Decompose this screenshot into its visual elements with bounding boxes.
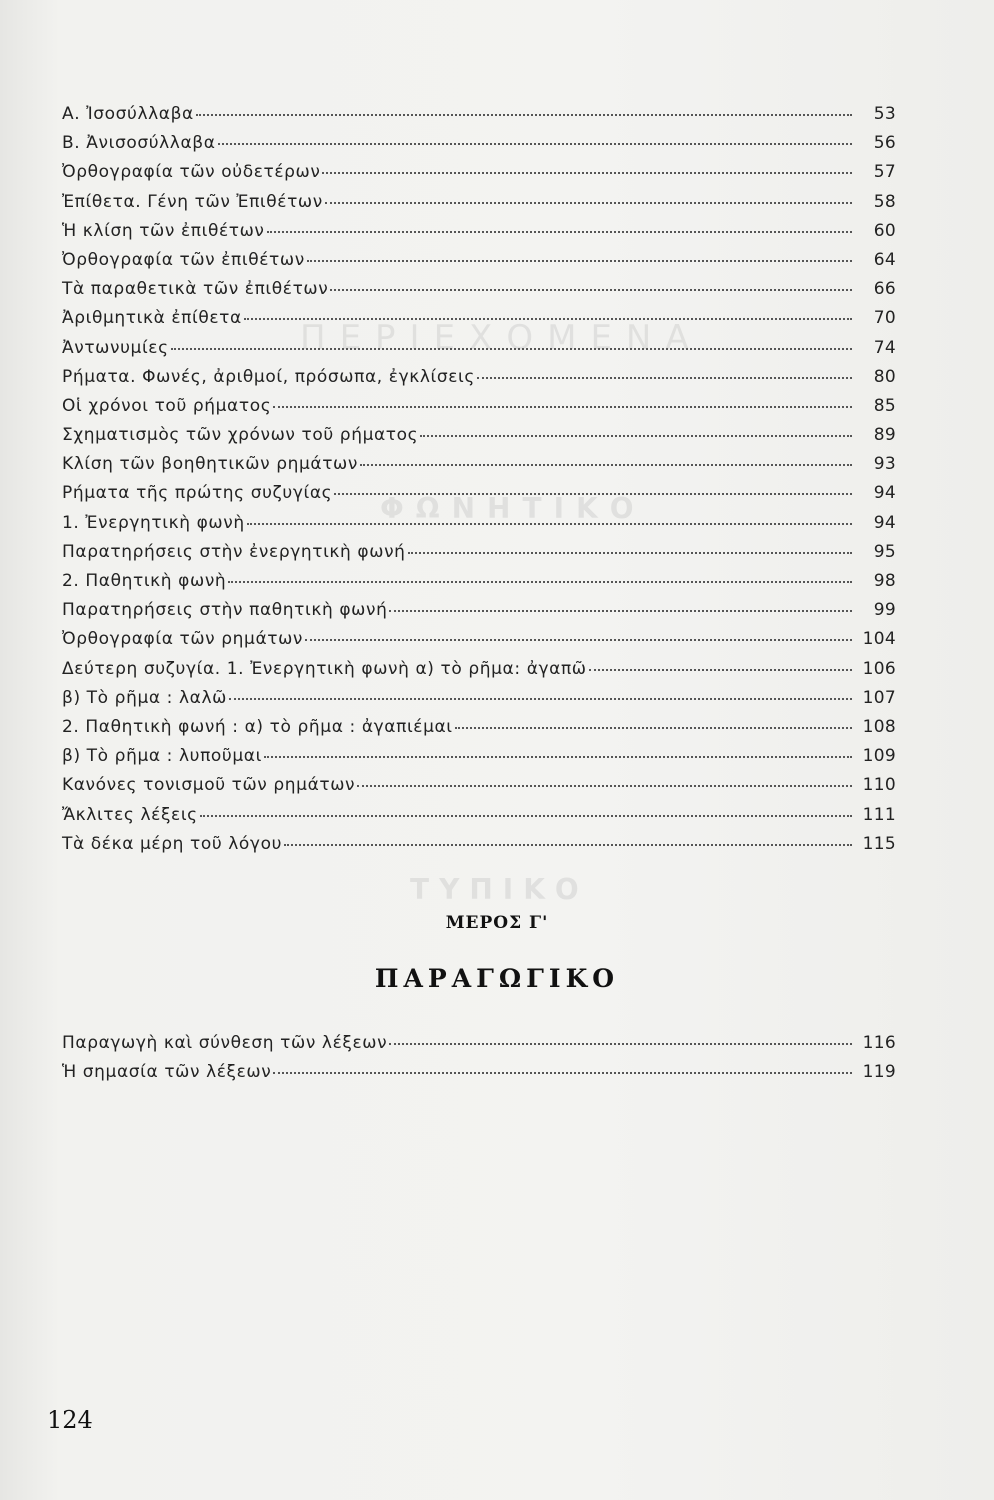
toc-entry-title: 2. Παθητικὴ φωνὴ	[62, 571, 227, 591]
toc-entry[interactable]	[62, 483, 896, 512]
toc-entry[interactable]	[62, 425, 896, 454]
toc-entry-page: 116	[862, 1033, 896, 1053]
toc-entry[interactable]	[62, 367, 896, 396]
dot-leader	[389, 1043, 852, 1045]
toc-entry[interactable]	[62, 600, 896, 629]
dot-leader	[247, 523, 852, 525]
toc-entry-page: 99	[873, 600, 896, 621]
toc-entry-page: 60	[873, 220, 896, 241]
toc-entry[interactable]	[62, 775, 896, 804]
toc-entry-title: Σχηματισμὸς τῶν χρόνων τοῦ ρήματος	[62, 425, 419, 446]
part-title: ΠΑΡΑΓΩΓΙΚΟ	[374, 964, 620, 993]
toc-entry[interactable]	[62, 746, 896, 775]
toc-entry-title: Ἡ κλίση τῶν ἐπιθέτων	[62, 220, 265, 241]
dot-leader	[325, 202, 852, 204]
toc-entry[interactable]	[62, 805, 896, 834]
toc-entry-title: Κανόνες τονισμοῦ τῶν ρημάτων	[62, 775, 356, 796]
dot-leader	[273, 406, 852, 408]
toc-entry[interactable]	[62, 104, 896, 133]
dot-leader	[305, 639, 852, 641]
toc-entry[interactable]	[62, 250, 896, 279]
dot-leader	[477, 377, 852, 379]
dot-leader	[589, 669, 852, 671]
dot-leader	[322, 172, 852, 174]
toc-entry[interactable]	[62, 659, 896, 688]
dot-leader	[334, 493, 852, 495]
toc-entry[interactable]	[62, 192, 896, 221]
bleed-through-decoration: ΠΕΡΙΕΧΟΜΕΝΑ	[300, 318, 703, 358]
toc-entry[interactable]	[62, 279, 896, 308]
toc-entry[interactable]	[62, 542, 896, 571]
toc-entry-title: Δεύτερη συζυγία. 1. Ἐνεργητικὴ φωνὴ α) τὸ ρῆμα: ἀγαπῶ	[62, 658, 587, 679]
toc-entry-title: Ἀριθμητικὰ ἐπίθετα	[62, 308, 242, 329]
toc-entry-page: 108	[862, 716, 896, 737]
dot-leader	[200, 815, 852, 817]
toc-main-list	[62, 104, 896, 863]
toc-entry-title: Κλίση τῶν βοηθητικῶν ρημάτων	[62, 454, 358, 475]
toc-entry-title: 1. Ἐνεργητικὴ φωνὴ	[62, 512, 245, 533]
toc-entry-page: 106	[862, 658, 896, 679]
page-number: 124	[47, 1406, 93, 1434]
dot-leader	[264, 756, 852, 758]
dot-leader	[267, 231, 853, 233]
dot-leader	[389, 610, 852, 612]
toc-entry-page: 53	[873, 104, 896, 124]
toc-entry-page: 89	[873, 425, 896, 446]
toc-entry-title: Β. Ἀνισοσύλλαβα	[62, 133, 216, 154]
toc-entry-title: Ὀρθογραφία τῶν οὐδετέρων	[62, 162, 321, 183]
dot-leader	[273, 1072, 852, 1074]
dot-leader	[196, 114, 852, 116]
toc-entry[interactable]	[62, 513, 896, 542]
toc-entry-page: 57	[873, 162, 896, 183]
toc-entry[interactable]	[62, 221, 896, 250]
toc-entry-title: 2. Παθητικὴ φωνή : α) τὸ ρῆμα : ἀγαπιέμαι	[62, 716, 453, 737]
dot-leader	[228, 581, 852, 583]
toc-entry-page: 58	[873, 191, 896, 212]
toc-entry-title: Ρήματα τῆς πρώτης συζυγίας	[62, 483, 333, 504]
toc-entry[interactable]	[62, 454, 896, 483]
dot-leader	[408, 552, 852, 554]
toc-entry-page: 56	[873, 133, 896, 154]
toc-entry[interactable]	[62, 338, 896, 367]
toc-entry-page: 74	[873, 337, 896, 358]
toc-entry[interactable]	[62, 162, 896, 191]
toc-entry-title: Α. Ἰσοσύλλαβα	[62, 104, 194, 124]
toc-entry-page: 110	[862, 775, 896, 796]
toc-entry-title: β) Τὸ ρῆμα : λυποῦμαι	[62, 746, 262, 767]
toc-entry-page: 115	[862, 833, 896, 854]
dot-leader	[360, 464, 852, 466]
toc-entry-page: 119	[862, 1062, 896, 1083]
toc-entry-title: Τὰ παραθετικὰ τῶν ἐπιθέτων	[62, 279, 329, 300]
toc-entry-page: 64	[873, 249, 896, 270]
toc-entry[interactable]	[62, 396, 896, 425]
bleed-through-decoration: ΦΩΝΗΤΙΚΟ	[380, 492, 646, 525]
toc-entry-page: 85	[873, 395, 896, 416]
toc-entry-title: Οἱ χρόνοι τοῦ ρήματος	[62, 395, 272, 416]
toc-entry-title: Ρήματα. Φωνές, ἀριθμοί, πρόσωπα, ἐγκλίσεις	[62, 366, 475, 387]
toc-entry-title: Παραγωγὴ καὶ σύνθεση τῶν λέξεων	[62, 1033, 388, 1053]
dot-leader	[420, 435, 852, 437]
toc-entry[interactable]	[62, 717, 896, 746]
toc-entry-title: Παρατηρήσεις στὴν παθητικὴ φωνή	[62, 600, 388, 621]
toc-entry-page: 70	[873, 308, 896, 329]
toc-entry-page: 80	[873, 366, 896, 387]
dot-leader	[171, 348, 852, 350]
toc-entry[interactable]	[62, 629, 896, 658]
toc-entry[interactable]	[62, 571, 896, 600]
toc-entry-page: 107	[862, 687, 896, 708]
toc-entry-page: 66	[873, 279, 896, 300]
dot-leader	[284, 844, 852, 846]
toc-entry-title: Ὀρθογραφία τῶν ἐπιθέτων	[62, 249, 305, 270]
toc-second-list	[62, 1033, 896, 1091]
toc-entry[interactable]	[62, 688, 896, 717]
toc-entry[interactable]	[62, 133, 896, 162]
dot-leader	[307, 260, 852, 262]
part-label: ΜΕΡΟΣ Γ'	[445, 913, 549, 933]
toc-entry-title: β) Τὸ ρῆμα : λαλῶ	[62, 687, 227, 708]
toc-entry[interactable]	[62, 1062, 896, 1091]
toc-entry-page: 104	[862, 629, 896, 650]
bleed-through-decoration: ΤΥΠΙΚΟ	[410, 873, 589, 906]
dot-leader	[244, 318, 852, 320]
toc-entry-title: Ἀντωνυμίες	[62, 337, 169, 358]
toc-entry-page: 94	[873, 512, 896, 533]
toc-entry[interactable]	[62, 308, 896, 337]
toc-entry[interactable]	[62, 834, 896, 863]
dot-leader	[229, 698, 852, 700]
dot-leader	[357, 785, 852, 787]
toc-entry-title: Παρατηρήσεις στὴν ἐνεργητικὴ φωνή	[62, 541, 406, 562]
toc-entry-title: Ἄκλιτες λέξεις	[62, 804, 198, 825]
toc-entry-page: 98	[873, 571, 896, 591]
dot-leader	[218, 143, 852, 145]
toc-entry-page: 95	[873, 541, 896, 562]
toc-entry-title: Ὀρθογραφία τῶν ρημάτων	[62, 629, 304, 650]
dot-leader	[330, 289, 852, 291]
toc-entry-page: 94	[873, 483, 896, 504]
dot-leader	[455, 727, 852, 729]
toc-entry-page: 93	[873, 454, 896, 475]
toc-entry-page: 111	[862, 804, 896, 825]
toc-entry-title: Τὰ δέκα μέρη τοῦ λόγου	[62, 833, 283, 854]
toc-entry-title: Ἐπίθετα. Γένη τῶν Ἐπιθέτων	[62, 191, 323, 212]
toc-entry-page: 109	[862, 746, 896, 767]
toc-entry[interactable]	[62, 1033, 896, 1062]
toc-entry-title: Ἡ σημασία τῶν λέξεων	[62, 1062, 272, 1083]
